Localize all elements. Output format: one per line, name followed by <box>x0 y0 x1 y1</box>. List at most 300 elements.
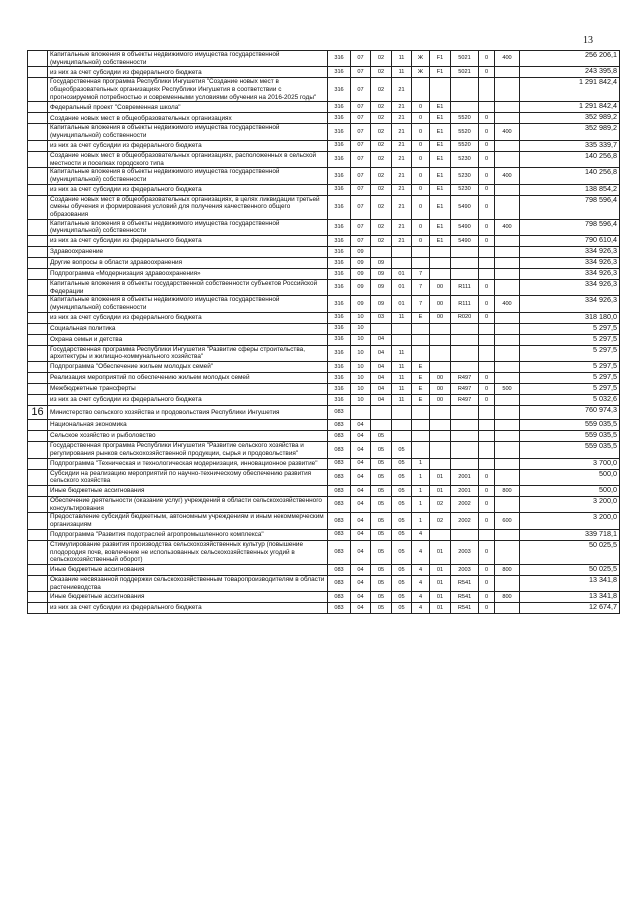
code-cell: 0 <box>479 312 495 323</box>
row-number-cell <box>28 247 48 258</box>
item-name-cell: Министерство сельского хозяйства и продовольствия Республики Ингушетия <box>48 406 328 420</box>
code-cell <box>479 431 495 442</box>
table-row <box>28 384 620 395</box>
row-number-cell <box>28 269 48 280</box>
code-cell: R541 <box>451 575 479 591</box>
row-number-cell <box>28 67 48 78</box>
code-cell: 0 <box>412 102 430 113</box>
code-cell <box>495 395 520 406</box>
code-cell: 0 <box>479 140 495 151</box>
code-cell <box>412 442 430 458</box>
code-cell <box>495 247 520 258</box>
code-cell: 21 <box>392 219 412 235</box>
code-cell: 316 <box>328 78 351 102</box>
code-cell: 316 <box>328 323 351 334</box>
code-cell: 10 <box>351 345 371 361</box>
code-cell: 316 <box>328 296 351 312</box>
amount-cell: 13 341,8 <box>520 575 620 591</box>
code-cell <box>451 258 479 269</box>
row-number-cell <box>28 168 48 184</box>
item-name-cell: Капитальные вложения в объекты недвижимого имущества государственной (муниципальной) собственности <box>48 219 328 235</box>
code-cell <box>479 258 495 269</box>
code-cell: 01 <box>430 540 451 564</box>
code-cell <box>495 529 520 540</box>
row-number-cell <box>28 384 48 395</box>
code-cell: 11 <box>392 51 412 67</box>
code-cell: 07 <box>351 78 371 102</box>
code-cell: 500 <box>495 384 520 395</box>
code-cell: 02 <box>371 124 392 140</box>
row-number-cell <box>28 184 48 195</box>
item-name-cell: из них за счет субсидии из федерального бюджета <box>48 603 328 614</box>
item-name-cell: Федеральный проект "Современная школа" <box>48 102 328 113</box>
code-cell: 0 <box>479 540 495 564</box>
code-cell: 02 <box>430 497 451 513</box>
code-cell: 02 <box>371 219 392 235</box>
code-cell <box>479 323 495 334</box>
code-cell <box>495 334 520 345</box>
row-number-cell <box>28 497 48 513</box>
code-cell <box>392 406 412 420</box>
code-cell: 4 <box>412 529 430 540</box>
code-cell: E <box>412 373 430 384</box>
code-cell: 04 <box>351 486 371 497</box>
code-cell <box>392 258 412 269</box>
code-cell: 02 <box>430 513 451 529</box>
code-cell <box>392 420 412 431</box>
row-number-cell <box>28 540 48 564</box>
table-row <box>28 219 620 235</box>
item-name-cell: Охрана семьи и детства <box>48 334 328 345</box>
code-cell: 1 <box>412 458 430 469</box>
code-cell <box>451 334 479 345</box>
code-cell: 05 <box>392 469 412 485</box>
amount-cell: 798 596,4 <box>520 219 620 235</box>
amount-cell: 559 035,5 <box>520 442 620 458</box>
code-cell: 21 <box>392 102 412 113</box>
amount-cell: 500,0 <box>520 469 620 485</box>
code-cell <box>412 258 430 269</box>
code-cell <box>430 529 451 540</box>
code-cell: 04 <box>351 592 371 603</box>
code-cell: E1 <box>430 151 451 167</box>
code-cell: 316 <box>328 280 351 296</box>
code-cell: 2002 <box>451 513 479 529</box>
code-cell <box>495 312 520 323</box>
code-cell: 05 <box>392 529 412 540</box>
item-name-cell: Подпрограмма «Модернизация здравоохранения» <box>48 269 328 280</box>
code-cell: 01 <box>430 603 451 614</box>
row-number-cell <box>28 312 48 323</box>
code-cell: 5230 <box>451 151 479 167</box>
item-name-cell: Подпрограмма "Развития подотраслей агропромышленного комплекса" <box>48 529 328 540</box>
code-cell: 316 <box>328 312 351 323</box>
code-cell: 02 <box>371 67 392 78</box>
code-cell: 04 <box>351 564 371 575</box>
code-cell: 5490 <box>451 236 479 247</box>
row-number-cell <box>28 195 48 219</box>
table-row <box>28 395 620 406</box>
code-cell <box>430 362 451 373</box>
code-cell: 0 <box>479 51 495 67</box>
code-cell: 04 <box>371 334 392 345</box>
amount-cell: 3 700,0 <box>520 458 620 469</box>
code-cell <box>495 575 520 591</box>
code-cell <box>495 184 520 195</box>
code-cell: 02 <box>371 184 392 195</box>
amount-cell: 500,0 <box>520 486 620 497</box>
code-cell: 0 <box>479 113 495 124</box>
code-cell <box>430 431 451 442</box>
code-cell: 02 <box>371 102 392 113</box>
code-cell: 600 <box>495 513 520 529</box>
table-row <box>28 592 620 603</box>
code-cell <box>479 420 495 431</box>
code-cell: 4 <box>412 540 430 564</box>
item-name-cell: Оказание несвязанной поддержки сельскохозяйственным товаропроизводителям в области растениеводства <box>48 575 328 591</box>
row-number-cell <box>28 420 48 431</box>
row-number-cell <box>28 140 48 151</box>
code-cell: 10 <box>351 384 371 395</box>
code-cell: 05 <box>371 540 392 564</box>
amount-cell: 243 395,8 <box>520 67 620 78</box>
amount-cell: 352 989,2 <box>520 124 620 140</box>
code-cell <box>495 151 520 167</box>
code-cell: 02 <box>371 78 392 102</box>
code-cell <box>495 236 520 247</box>
code-cell: 11 <box>392 345 412 361</box>
code-cell: 0 <box>412 236 430 247</box>
item-name-cell: из них за счет субсидии из федерального бюджета <box>48 236 328 247</box>
code-cell: 10 <box>351 395 371 406</box>
code-cell: 07 <box>351 151 371 167</box>
code-cell <box>495 540 520 564</box>
code-cell <box>495 431 520 442</box>
table-row <box>28 513 620 529</box>
code-cell: 0 <box>412 151 430 167</box>
code-cell: 0 <box>479 168 495 184</box>
code-cell: 0 <box>479 184 495 195</box>
code-cell <box>371 247 392 258</box>
code-cell: 21 <box>392 124 412 140</box>
code-cell: 01 <box>392 296 412 312</box>
code-cell: 10 <box>351 312 371 323</box>
amount-cell: 1 291 842,4 <box>520 78 620 102</box>
code-cell: 316 <box>328 258 351 269</box>
code-cell: 09 <box>371 280 392 296</box>
code-cell: 400 <box>495 296 520 312</box>
item-name-cell: Социальная политика <box>48 323 328 334</box>
code-cell: 09 <box>371 258 392 269</box>
code-cell: 04 <box>351 442 371 458</box>
code-cell <box>430 323 451 334</box>
code-cell <box>495 442 520 458</box>
item-name-cell: Подпрограмма "Техническая и технологическая модернизация, инновационное развитие" <box>48 458 328 469</box>
row-number-cell <box>28 113 48 124</box>
code-cell: 02 <box>371 140 392 151</box>
code-cell: 4 <box>412 592 430 603</box>
code-cell: 0 <box>412 124 430 140</box>
table-row <box>28 362 620 373</box>
code-cell <box>495 373 520 384</box>
code-cell: R111 <box>451 296 479 312</box>
item-name-cell: Капитальные вложения в объекты государственной собственности субъектов Российской Федерации <box>48 280 328 296</box>
code-cell: 2003 <box>451 540 479 564</box>
code-cell: 0 <box>479 373 495 384</box>
code-cell <box>479 269 495 280</box>
code-cell <box>495 345 520 361</box>
code-cell: 083 <box>328 529 351 540</box>
amount-cell: 5 297,5 <box>520 373 620 384</box>
amount-cell: 13 341,8 <box>520 592 620 603</box>
code-cell: 083 <box>328 442 351 458</box>
code-cell <box>495 497 520 513</box>
amount-cell: 5 297,5 <box>520 345 620 361</box>
code-cell: 4 <box>412 603 430 614</box>
amount-cell: 334 926,3 <box>520 258 620 269</box>
code-cell: 07 <box>351 51 371 67</box>
code-cell <box>495 258 520 269</box>
code-cell: 04 <box>351 497 371 513</box>
code-cell <box>495 362 520 373</box>
code-cell: 07 <box>351 124 371 140</box>
row-number-cell <box>28 51 48 67</box>
item-name-cell: Государственная программа Республики Ингушетия "Развитие сферы строительства, архитектуры и жилищно-коммунального хозяйства" <box>48 345 328 361</box>
code-cell: 02 <box>371 168 392 184</box>
row-number-cell <box>28 362 48 373</box>
code-cell: 09 <box>351 269 371 280</box>
table-row <box>28 168 620 184</box>
row-number-cell <box>28 469 48 485</box>
code-cell: 04 <box>351 469 371 485</box>
item-name-cell: из них за счет субсидии из федерального бюджета <box>48 140 328 151</box>
item-name-cell: из них за счет субсидии из федерального бюджета <box>48 184 328 195</box>
code-cell: 04 <box>351 431 371 442</box>
table-row <box>28 124 620 140</box>
item-name-cell: из них за счет субсидии из федерального бюджета <box>48 312 328 323</box>
page-number: 13 <box>583 35 593 46</box>
code-cell: 083 <box>328 469 351 485</box>
item-name-cell: Капитальные вложения в объекты недвижимого имущества государственной (муниципальной) собственности <box>48 51 328 67</box>
table-row <box>28 442 620 458</box>
amount-cell: 334 926,3 <box>520 269 620 280</box>
code-cell <box>479 345 495 361</box>
amount-cell: 334 926,3 <box>520 280 620 296</box>
code-cell: 21 <box>392 168 412 184</box>
amount-cell: 339 718,1 <box>520 529 620 540</box>
code-cell: 01 <box>430 469 451 485</box>
code-cell <box>430 78 451 102</box>
code-cell: 316 <box>328 140 351 151</box>
item-name-cell: Капитальные вложения в объекты недвижимого имущества государственной (муниципальной) собственности <box>48 168 328 184</box>
code-cell: Ж <box>412 67 430 78</box>
code-cell <box>479 458 495 469</box>
amount-cell: 5 297,5 <box>520 323 620 334</box>
code-cell: 083 <box>328 513 351 529</box>
code-cell <box>479 406 495 420</box>
code-cell: 09 <box>371 269 392 280</box>
code-cell: 5520 <box>451 140 479 151</box>
code-cell: 316 <box>328 236 351 247</box>
code-cell: 09 <box>371 296 392 312</box>
code-cell <box>430 458 451 469</box>
table-row <box>28 334 620 345</box>
item-name-cell: Реализация мероприятий по обеспечению жильем молодых семей <box>48 373 328 384</box>
code-cell: 316 <box>328 51 351 67</box>
code-cell <box>451 529 479 540</box>
table-row <box>28 486 620 497</box>
row-number-cell <box>28 603 48 614</box>
code-cell <box>430 334 451 345</box>
code-cell <box>451 458 479 469</box>
code-cell: 5230 <box>451 184 479 195</box>
item-name-cell: Государственная программа Республики Ингушетия "Развитие сельского хозяйства и регулирования рынков сельскохозяйственной продукции, сырья и продовольствия" <box>48 442 328 458</box>
amount-cell: 760 974,3 <box>520 406 620 420</box>
code-cell: 10 <box>351 323 371 334</box>
code-cell: 01 <box>430 575 451 591</box>
code-cell: 316 <box>328 151 351 167</box>
code-cell <box>495 140 520 151</box>
amount-cell: 3 200,0 <box>520 497 620 513</box>
amount-cell: 318 180,0 <box>520 312 620 323</box>
amount-cell: 334 926,3 <box>520 247 620 258</box>
code-cell <box>479 334 495 345</box>
code-cell: R497 <box>451 373 479 384</box>
item-name-cell: Национальная экономика <box>48 420 328 431</box>
code-cell: 05 <box>371 564 392 575</box>
amount-cell: 335 339,7 <box>520 140 620 151</box>
table-row <box>28 603 620 614</box>
table-row <box>28 540 620 564</box>
row-number-cell <box>28 431 48 442</box>
code-cell <box>451 406 479 420</box>
code-cell: 800 <box>495 592 520 603</box>
amount-cell: 50 025,5 <box>520 540 620 564</box>
code-cell <box>495 420 520 431</box>
code-cell: 07 <box>351 102 371 113</box>
code-cell: 11 <box>392 373 412 384</box>
amount-cell: 5 297,5 <box>520 362 620 373</box>
code-cell <box>495 458 520 469</box>
code-cell: 05 <box>392 513 412 529</box>
code-cell <box>371 420 392 431</box>
code-cell: 0 <box>479 151 495 167</box>
item-name-cell: Межбюджетные трансферты <box>48 384 328 395</box>
code-cell <box>495 323 520 334</box>
code-cell <box>495 195 520 219</box>
item-name-cell: Создание новых мест в общеобразовательных организациях <box>48 113 328 124</box>
code-cell: 00 <box>430 280 451 296</box>
code-cell: 05 <box>371 486 392 497</box>
code-cell: 04 <box>351 540 371 564</box>
table-row <box>28 564 620 575</box>
row-number-cell <box>28 458 48 469</box>
row-number-cell <box>28 513 48 529</box>
row-number-cell <box>28 296 48 312</box>
table-row <box>28 102 620 113</box>
code-cell: E1 <box>430 184 451 195</box>
code-cell: 11 <box>392 395 412 406</box>
table-row <box>28 323 620 334</box>
code-cell: E <box>412 395 430 406</box>
code-cell: 7 <box>412 280 430 296</box>
code-cell: 083 <box>328 497 351 513</box>
code-cell: 07 <box>351 219 371 235</box>
code-cell: 04 <box>351 513 371 529</box>
code-cell <box>412 323 430 334</box>
code-cell: 05 <box>392 575 412 591</box>
code-cell: 316 <box>328 345 351 361</box>
code-cell: 316 <box>328 168 351 184</box>
item-name-cell: Капитальные вложения в объекты недвижимого имущества государственной (муниципальной) собственности <box>48 296 328 312</box>
code-cell: E1 <box>430 195 451 219</box>
item-name-cell: Подпрограмма "Обеспечение жильем молодых семей" <box>48 362 328 373</box>
code-cell: 316 <box>328 269 351 280</box>
code-cell <box>495 280 520 296</box>
row-number-cell <box>28 334 48 345</box>
table-row <box>28 497 620 513</box>
table-row <box>28 431 620 442</box>
code-cell: 00 <box>430 395 451 406</box>
code-cell <box>479 362 495 373</box>
amount-cell: 790 610,4 <box>520 236 620 247</box>
code-cell: 7 <box>412 269 430 280</box>
code-cell: R111 <box>451 280 479 296</box>
item-name-cell: Иные бюджетные ассигнования <box>48 564 328 575</box>
code-cell: R497 <box>451 395 479 406</box>
table-row <box>28 184 620 195</box>
row-number-cell <box>28 564 48 575</box>
amount-cell: 3 200,0 <box>520 513 620 529</box>
code-cell <box>451 431 479 442</box>
code-cell: 083 <box>328 420 351 431</box>
code-cell: 0 <box>479 486 495 497</box>
code-cell: 0 <box>479 124 495 140</box>
table-row <box>28 258 620 269</box>
amount-cell: 138 854,2 <box>520 184 620 195</box>
row-number-cell <box>28 373 48 384</box>
table-row <box>28 296 620 312</box>
table-row <box>28 140 620 151</box>
code-cell: 5490 <box>451 219 479 235</box>
table-row <box>28 236 620 247</box>
row-number-cell: 16 <box>28 406 48 420</box>
code-cell: 05 <box>392 497 412 513</box>
table-row <box>28 469 620 485</box>
code-cell: 316 <box>328 247 351 258</box>
code-cell <box>451 420 479 431</box>
code-cell: 083 <box>328 603 351 614</box>
table-row <box>28 420 620 431</box>
item-name-cell: Создание новых мест в общеобразовательных организациях, расположенных в сельской местности и поселках городского типа <box>48 151 328 167</box>
code-cell <box>371 406 392 420</box>
code-cell: 083 <box>328 486 351 497</box>
amount-cell: 140 256,8 <box>520 151 620 167</box>
row-number-cell <box>28 219 48 235</box>
code-cell: 083 <box>328 564 351 575</box>
code-cell: 10 <box>351 362 371 373</box>
code-cell: 316 <box>328 219 351 235</box>
code-cell: E1 <box>430 219 451 235</box>
code-cell: E1 <box>430 124 451 140</box>
code-cell <box>392 431 412 442</box>
item-name-cell: Капитальные вложения в объекты недвижимого имущества государственной (муниципальной) собственности <box>48 124 328 140</box>
code-cell: 11 <box>392 312 412 323</box>
row-number-cell <box>28 486 48 497</box>
code-cell <box>495 603 520 614</box>
code-cell: 316 <box>328 195 351 219</box>
amount-cell: 559 035,5 <box>520 420 620 431</box>
